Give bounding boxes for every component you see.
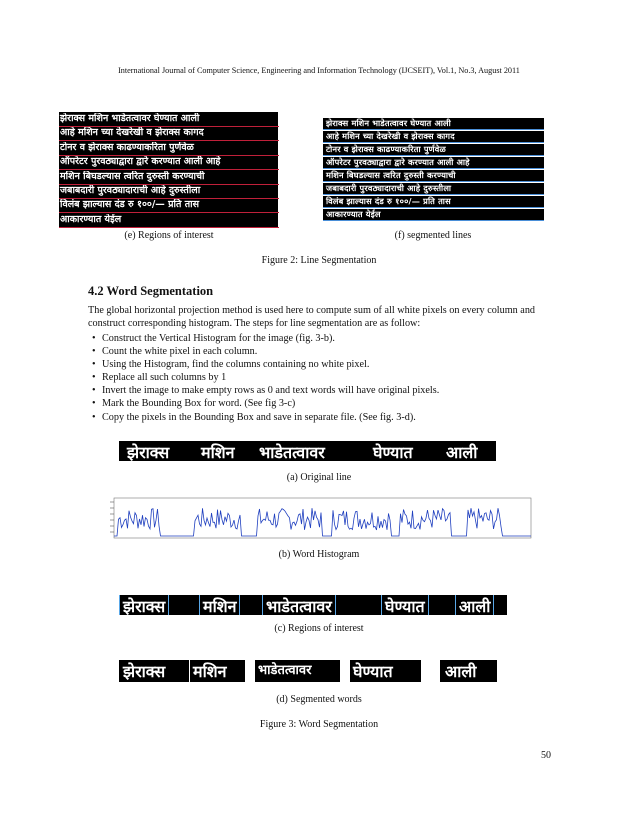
figure2-caption: Figure 2: Line Segmentation xyxy=(261,255,377,266)
figure2-image-f xyxy=(323,118,542,222)
step-item xyxy=(92,384,439,397)
segmented-word: झेराक्स xyxy=(119,660,189,682)
segmented-line: मशिन बिघडल्यास त्वरित दुरुस्ती करण्याची xyxy=(323,170,544,182)
word-box: घेण्यात xyxy=(381,595,429,615)
roi-line: आकारण्यात येईल xyxy=(59,214,279,228)
roi-line: जबाबदारी पुरवठ्यादाराची आहे दुरुस्तीला xyxy=(59,185,279,199)
segmented-word: भाडेतत्वावर xyxy=(255,660,340,682)
roi-line: विलंब झाल्यास दंड रु १००/— प्रति तास xyxy=(59,199,279,213)
step-item xyxy=(92,411,439,424)
step-text: Mark the Bounding Box for word. (See fig 3-c) xyxy=(102,398,296,410)
steps-list xyxy=(92,332,439,424)
roi-line: ऑपरेटर पुरवठ्याद्वारा द्वारे करण्यात आली आहे xyxy=(59,156,279,170)
segmented-line: झेराक्स मशिन भाडेतत्वावर घेण्यात आली xyxy=(323,118,544,130)
page-number: 50 xyxy=(541,750,551,761)
word-box: झेराक्स xyxy=(119,595,169,615)
figure3-caption-c: (c) Regions of interest xyxy=(274,623,364,634)
figure3-word-histogram xyxy=(100,496,533,540)
word: झेराक्स xyxy=(127,443,170,462)
step-item xyxy=(92,397,439,410)
word: मशिन xyxy=(201,443,235,462)
word: आली xyxy=(446,443,478,462)
word-box: आली xyxy=(455,595,494,615)
figure3-regions-of-interest xyxy=(119,595,507,615)
figure2-caption-f: (f) segmented lines xyxy=(394,230,472,241)
segmented-line: आहे मशिन च्या देखरेखी व झेराक्स कागद xyxy=(323,131,544,143)
word-box: मशिन xyxy=(199,595,240,615)
journal-header: International Journal of Computer Science, Engineering and Information Technology (IJCSEIT), Vol.1, No.3, August 2011 xyxy=(118,66,520,75)
segmented-word: घेण्यात xyxy=(350,660,421,682)
segmented-line: टोनर व झेराक्स काढण्याकरिता पुर्णवेळ xyxy=(323,144,544,156)
figure3-original-line xyxy=(119,441,496,461)
step-item xyxy=(92,345,439,358)
step-text: Invert the image to make empty rows as 0 and text words will have original pixels. xyxy=(102,385,440,397)
word: घेण्यात xyxy=(373,443,413,462)
step-text: Construct the Vertical Histogram for the image (fig. 3-b). xyxy=(102,333,335,344)
roi-line: मशिन बिघडल्यास त्वरित दुरुस्ती करण्याची xyxy=(59,171,279,185)
figure3-caption-b: (b) Word Histogram xyxy=(278,549,360,560)
section-title: 4.2 Word Segmentation xyxy=(88,284,214,298)
word: भाडेतत्वावर xyxy=(259,443,325,462)
segmented-word: आली xyxy=(440,660,497,682)
roi-line: आहे मशिन च्या देखरेखी व झेराक्स कागद xyxy=(59,127,279,141)
step-item xyxy=(92,332,439,345)
figure2-caption-e: (e) Regions of interest xyxy=(124,230,214,241)
figure3-caption-a: (a) Original line xyxy=(286,472,352,483)
step-item xyxy=(92,358,439,371)
segmented-line: ऑपरेटर पुरवठ्याद्वारा द्वारे करण्यात आली आहे xyxy=(323,157,544,169)
segmented-line: जबाबदारी पुरवठ्यादाराची आहे दुरुस्तीला xyxy=(323,183,544,195)
step-text: Copy the pixels in the Bounding Box and save in separate file. (See fig. 3-d). xyxy=(102,411,416,423)
step-text: Replace all such columns by 1 xyxy=(102,372,227,384)
roi-line: टोनर व झेराक्स काढण्याकरिता पुर्णवेळ xyxy=(59,142,279,156)
figure3-caption: Figure 3: Word Segmentation xyxy=(259,719,379,730)
word-box: भाडेतत्वावर xyxy=(262,595,336,615)
figure3-caption-d: (d) Segmented words xyxy=(276,694,362,705)
figure2-image-e xyxy=(59,112,278,228)
roi-line: झेराक्स मशिन भाडेतत्वावर घेण्यात आली xyxy=(59,113,279,127)
histogram-series xyxy=(114,508,531,536)
segmented-line: विलंब झाल्यास दंड रु १००/— प्रति तास xyxy=(323,196,544,208)
step-text: Using the Histogram, find the columns containing no white pixel. xyxy=(102,359,370,371)
segmented-word: मशिन xyxy=(190,660,245,682)
section-paragraph: The global horizontal projection method is used here to compute sum of all white pixels on every column and construct corresponding histogram. The steps for line segmentation are as follow: xyxy=(88,305,536,329)
step-item xyxy=(92,371,439,384)
step-text: Count the white pixel in each column. xyxy=(102,346,258,358)
segmented-line: आकारण्यात येईल xyxy=(323,209,544,221)
